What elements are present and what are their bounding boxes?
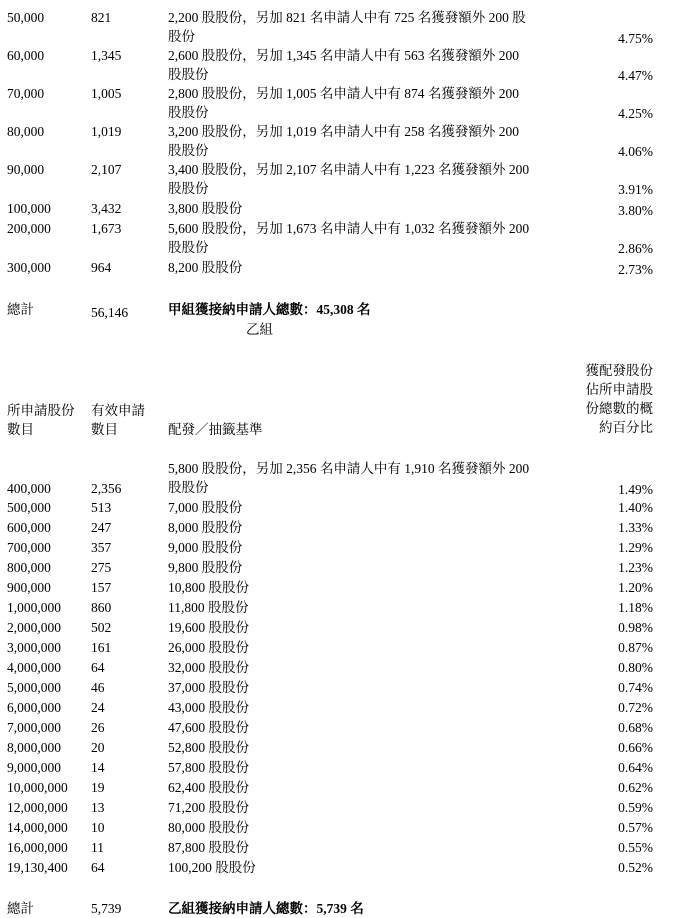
allocation-percent: 0.72% [618, 700, 653, 715]
valid-applications: 1,345 [91, 48, 122, 63]
shares-applied: 900,000 [7, 580, 51, 595]
total-label: 總計 [7, 302, 34, 317]
allocation-basis: 11,800 股股份 [168, 600, 249, 615]
shares-applied: 14,000,000 [7, 820, 68, 835]
allocation-percent: 1.49% [618, 482, 653, 497]
valid-applications: 3,432 [91, 201, 122, 216]
valid-applications: 821 [91, 10, 112, 25]
allocation-basis: 2,800 股股份，另加 1,005 名申請人中有 874 名獲發額外 200 股股份 [168, 86, 519, 120]
shares-applied: 19,130,400 [7, 860, 68, 875]
allocation-basis: 87,800 股股份 [168, 840, 249, 855]
valid-applications: 275 [91, 560, 112, 575]
shares-applied: 16,000,000 [7, 840, 68, 855]
shares-applied: 700,000 [7, 540, 51, 555]
valid-applications: 513 [91, 500, 112, 515]
shares-applied: 90,000 [7, 162, 45, 177]
valid-applications: 19 [91, 780, 105, 795]
allocation-percent: 0.57% [618, 820, 653, 835]
valid-applications: 11 [91, 840, 104, 855]
shares-applied: 200,000 [7, 221, 51, 236]
allocation-percent: 2.73% [618, 262, 653, 277]
allocation-basis: 32,000 股股份 [168, 660, 249, 675]
shares-applied: 6,000,000 [7, 700, 61, 715]
allocation-percent: 3.80% [618, 203, 653, 218]
allocation-percent: 1.29% [618, 540, 653, 555]
allocation-percent: 0.66% [618, 740, 653, 755]
allocation-percent: 0.52% [618, 860, 653, 875]
allocation-basis: 2,600 股股份，另加 1,345 名申請人中有 563 名獲發額外 200 股股份 [168, 48, 519, 82]
allocation-percent: 1.18% [618, 600, 653, 615]
valid-applications: 14 [91, 760, 105, 775]
valid-applications: 357 [91, 540, 112, 555]
allocation-basis: 2,200 股股份，另加 821 名申請人中有 725 名獲發額外 200 股 股份 [168, 10, 526, 44]
total-accepted-text: 乙組獲接納申請人總數：5,739 名 [168, 901, 364, 916]
shares-applied: 70,000 [7, 86, 45, 101]
shares-applied: 600,000 [7, 520, 51, 535]
shares-applied: 2,000,000 [7, 620, 61, 635]
allocation-percent: 1.33% [618, 520, 653, 535]
valid-applications: 64 [91, 860, 105, 875]
shares-applied: 3,000,000 [7, 640, 61, 655]
valid-applications: 20 [91, 740, 105, 755]
allocation-percent: 0.80% [618, 660, 653, 675]
allocation-percent: 0.74% [618, 680, 653, 695]
shares-applied: 12,000,000 [7, 800, 68, 815]
allocation-basis: 52,800 股股份 [168, 740, 249, 755]
allocation-basis: 5,800 股股份，另加 2,356 名申請人中有 1,910 名獲發額外 200 股股份 [168, 461, 530, 495]
allocation-percent: 4.06% [618, 144, 653, 159]
allocation-basis: 7,000 股股份 [168, 500, 243, 515]
shares-applied: 8,000,000 [7, 740, 61, 755]
allocation-basis: 71,200 股股份 [168, 800, 249, 815]
valid-applications: 1,673 [91, 221, 122, 236]
allocation-basis: 43,000 股股份 [168, 700, 249, 715]
allocation-basis: 80,000 股股份 [168, 820, 249, 835]
header-allocation-percent: 獲配發股份 佔所申請股 份總數的概 約百分比 [585, 363, 653, 435]
allocation-percent: 4.25% [618, 106, 653, 121]
shares-applied: 10,000,000 [7, 780, 68, 795]
valid-applications: 1,005 [91, 86, 122, 101]
allocation-percent: 4.75% [618, 31, 653, 46]
shares-applied: 800,000 [7, 560, 51, 575]
group-b-title: 乙組 [246, 322, 273, 337]
valid-applications: 964 [91, 260, 112, 275]
shares-applied: 1,000,000 [7, 600, 61, 615]
total-label: 總計 [7, 901, 34, 916]
allocation-percent: 0.87% [618, 640, 653, 655]
allocation-percent: 0.64% [618, 760, 653, 775]
shares-applied: 400,000 [7, 481, 51, 496]
allocation-percent: 4.47% [618, 68, 653, 83]
valid-applications: 1,019 [91, 124, 122, 139]
allocation-percent: 0.98% [618, 620, 653, 635]
allocation-percent: 1.23% [618, 560, 653, 575]
allocation-percent: 1.20% [618, 580, 653, 595]
allocation-basis: 8,000 股股份 [168, 520, 243, 535]
valid-applications: 10 [91, 820, 105, 835]
allocation-basis: 100,200 股股份 [168, 860, 256, 875]
shares-applied: 100,000 [7, 201, 51, 216]
valid-applications: 502 [91, 620, 112, 635]
allocation-percent: 1.40% [618, 500, 653, 515]
shares-applied: 5,000,000 [7, 680, 61, 695]
header-shares-applied: 所申請股份 數目 [7, 403, 75, 437]
shares-applied: 50,000 [7, 10, 45, 25]
total-applications: 56,146 [91, 305, 129, 320]
valid-applications: 64 [91, 660, 105, 675]
allocation-percent: 3.91% [618, 182, 653, 197]
valid-applications: 13 [91, 800, 105, 815]
valid-applications: 2,107 [91, 162, 122, 177]
shares-applied: 500,000 [7, 500, 51, 515]
shares-applied: 60,000 [7, 48, 45, 63]
allocation-basis: 3,200 股股份，另加 1,019 名申請人中有 258 名獲發額外 200 股股份 [168, 124, 519, 158]
allocation-percent: 0.68% [618, 720, 653, 735]
header-valid-applications: 有效申請 數目 [91, 403, 145, 437]
valid-applications: 26 [91, 720, 105, 735]
valid-applications: 860 [91, 600, 112, 615]
total-applications: 5,739 [91, 901, 122, 916]
allocation-basis: 19,600 股股份 [168, 620, 249, 635]
shares-applied: 80,000 [7, 124, 45, 139]
allocation-percent: 0.62% [618, 780, 653, 795]
valid-applications: 161 [91, 640, 112, 655]
allocation-basis: 3,400 股股份，另加 2,107 名申請人中有 1,223 名獲發額外 200 股股份 [168, 162, 530, 196]
allocation-percent: 2.86% [618, 241, 653, 256]
allocation-basis: 10,800 股股份 [168, 580, 249, 595]
valid-applications: 2,356 [91, 481, 122, 496]
valid-applications: 157 [91, 580, 112, 595]
allocation-percent: 0.55% [618, 840, 653, 855]
allocation-basis: 9,000 股股份 [168, 540, 243, 555]
valid-applications: 46 [91, 680, 105, 695]
allocation-basis: 62,400 股股份 [168, 780, 249, 795]
allocation-basis: 37,000 股股份 [168, 680, 249, 695]
header-allocation-basis: 配發／抽籤基準 [168, 422, 263, 437]
allocation-basis: 47,600 股股份 [168, 720, 249, 735]
shares-applied: 7,000,000 [7, 720, 61, 735]
total-accepted-text: 甲組獲接納申請人總數：45,308 名 [168, 302, 371, 317]
allocation-basis: 5,600 股股份，另加 1,673 名申請人中有 1,032 名獲發額外 200 股股份 [168, 221, 530, 255]
allocation-percent: 0.59% [618, 800, 653, 815]
allocation-basis: 8,200 股股份 [168, 260, 243, 275]
shares-applied: 9,000,000 [7, 760, 61, 775]
shares-applied: 300,000 [7, 260, 51, 275]
allocation-basis: 26,000 股股份 [168, 640, 249, 655]
valid-applications: 247 [91, 520, 112, 535]
shares-applied: 4,000,000 [7, 660, 61, 675]
valid-applications: 24 [91, 700, 105, 715]
allocation-basis: 57,800 股股份 [168, 760, 249, 775]
allocation-basis: 9,800 股股份 [168, 560, 243, 575]
allocation-basis: 3,800 股股份 [168, 201, 243, 216]
